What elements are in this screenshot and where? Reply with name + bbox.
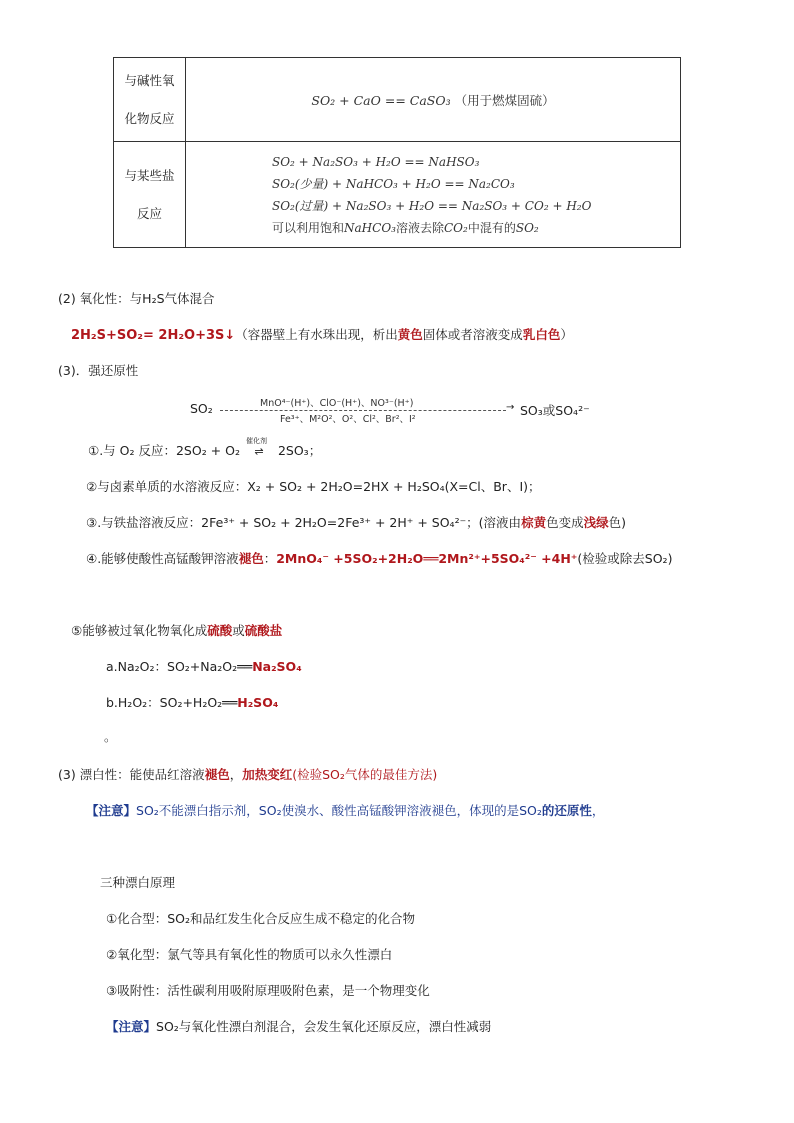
label-line: 与某些盐: [124, 167, 175, 183]
heading-text: ，: [229, 767, 243, 782]
list-item: ③吸附性：活性碳利用吸附原理吸附色素，是一个物理变化: [106, 983, 430, 998]
equilibrium-icon: ⇌: [254, 445, 264, 458]
scheme-condition-bottom: Fe³⁺、M²O²、O²、Cl²、Br²、I²: [280, 414, 416, 425]
highlight-text: 棕黄: [521, 515, 547, 530]
note: [106, 1017, 491, 1035]
item-text: 色): [608, 515, 626, 530]
item-text: 2SO₃；: [277, 443, 322, 458]
reaction-item: [86, 549, 672, 567]
highlight-text: 浅绿: [583, 515, 609, 530]
row-content: [186, 142, 681, 248]
row-label: [114, 142, 186, 248]
item-text: ③.与铁盐溶液反应：2Fe³⁺ + SO₂ + 2H₂O=2Fe³⁺ + 2H⁺ + SO₄²⁻；(溶液由: [86, 515, 522, 530]
reaction-scheme: [190, 399, 610, 425]
note-text: 中混有的: [467, 220, 516, 235]
scheme-product: SO₃或SO₄²⁻: [520, 403, 590, 418]
item-text: ⑤能够被过氧化物氧化成: [71, 623, 208, 638]
product: Na₂SO₄: [252, 659, 302, 674]
reaction-item: [86, 513, 626, 531]
table-row: [114, 142, 681, 248]
period-mark: 。: [104, 729, 117, 744]
highlight-text: 硫酸盐: [244, 623, 283, 638]
arrowhead-icon: →: [506, 402, 515, 413]
note-text: （容器壁上有水珠出现，析出: [235, 327, 398, 342]
item-text: a.Na₂O₂：SO₂+Na₂O₂══: [106, 659, 253, 674]
formula: NaHCO₃: [344, 220, 396, 235]
list-item: ②氧化型：氯气等具有氧化性的物质可以永久性漂白: [106, 947, 393, 962]
equation: SO₂(过量) + Na₂SO₃ + H₂O == Na₂SO₃ + CO₂ + H₂O: [272, 198, 592, 213]
scheme-reactant: SO₂: [190, 401, 213, 416]
note: [86, 801, 604, 819]
catalyst-arrow: [244, 437, 274, 458]
equation-note: （用于燃煤固硫）: [454, 92, 555, 108]
item-text: ①.与 O₂ 反应：2SO₂ + O₂: [88, 443, 240, 458]
scheme-condition-top: MnO⁴⁻(H⁺)、ClO⁻(H⁺)、NO³⁻(H⁺): [260, 398, 414, 409]
highlight-text: 硫酸: [207, 623, 233, 638]
note-tag: 【注意】: [86, 803, 137, 818]
note-text: 可以利用饱和: [272, 220, 345, 235]
list-item: ①化合型：SO₂和品红发生化合反应生成不稳定的化合物: [106, 911, 415, 926]
note-text: ）: [560, 327, 573, 342]
row-content: [186, 58, 681, 142]
note-text: SO₂不能漂白指示剂，SO₂使溴水、酸性高锰酸钾溶液褪色，体现的是SO₂: [136, 803, 542, 818]
item-text: 色变成: [546, 515, 584, 530]
item-text: (检验或除去SO₂): [577, 551, 673, 566]
item-text: b.H₂O₂：SO₂+H₂O₂══: [106, 695, 238, 710]
equation: SO₂ + Na₂SO₃ + H₂O == NaHSO₃: [272, 154, 480, 169]
label-line: 反应: [136, 205, 162, 221]
table-row: [114, 58, 681, 142]
reaction-item: [88, 437, 322, 459]
note-text: 溶液去除: [395, 220, 444, 235]
highlight-text: 加热变红: [242, 767, 293, 782]
reaction-subitem: [106, 693, 278, 711]
formula: CO₂: [443, 220, 468, 235]
note-text: 固体或者溶液变成: [422, 327, 523, 342]
equation-note: [272, 217, 680, 239]
section-heading: (3)．强还原性: [58, 363, 139, 378]
subheading: 三种漂白原理: [100, 875, 176, 890]
item-text: 或: [232, 623, 245, 638]
item-text: ：: [263, 551, 277, 566]
highlight-text: (检验SO₂气体的最佳方法): [292, 767, 438, 782]
equation: SO₂ + CaO == CaSO₃: [311, 92, 451, 108]
note-tag: 【注意】: [106, 1019, 157, 1034]
product: H₂SO₄: [237, 695, 279, 710]
note-text: ，: [591, 803, 605, 818]
reaction-item: ②与卤素单质的水溶液反应：X₂ + SO₂ + 2H₂O=2HX + H₂SO₄(X=Cl、Br、I)；: [86, 479, 541, 494]
highlight-text: 乳白色: [522, 327, 561, 342]
equation: 2MnO₄⁻ +5SO₂+2H₂O══2Mn²⁺+5SO₄²⁻ +4H⁺: [276, 551, 578, 566]
section-heading: [58, 765, 437, 783]
section-heading: (2) 氧化性：与H₂S气体混合: [58, 291, 215, 306]
equation: SO₂(少量) + NaHCO₃ + H₂O == Na₂CO₃: [272, 176, 515, 191]
equation-line: [71, 325, 573, 343]
formula: SO₂: [515, 220, 539, 235]
row-label: [114, 58, 186, 142]
note-bold: 的还原性: [541, 803, 592, 818]
note-text: SO₂与氧化性漂白剂混合，会发生氧化还原反应，漂白性减弱: [156, 1019, 492, 1034]
label-line: 化物反应: [124, 110, 175, 126]
reaction-item: [71, 621, 282, 639]
item-text: ④.能够使酸性高锰酸钾溶液: [86, 551, 239, 566]
reaction-subitem: [106, 657, 302, 675]
highlight-text: 褪色: [238, 551, 264, 566]
properties-table: [113, 57, 681, 248]
equation: 2H₂S+SO₂= 2H₂O+3S↓: [71, 328, 236, 343]
highlight-text: 褪色: [204, 767, 230, 782]
catalyst-label: 催化剂: [245, 437, 267, 445]
label-line: 与碱性氧: [124, 72, 175, 88]
highlight-text: 黄色: [397, 327, 423, 342]
heading-text: (3) 漂白性：能使品红溶液: [58, 767, 205, 782]
